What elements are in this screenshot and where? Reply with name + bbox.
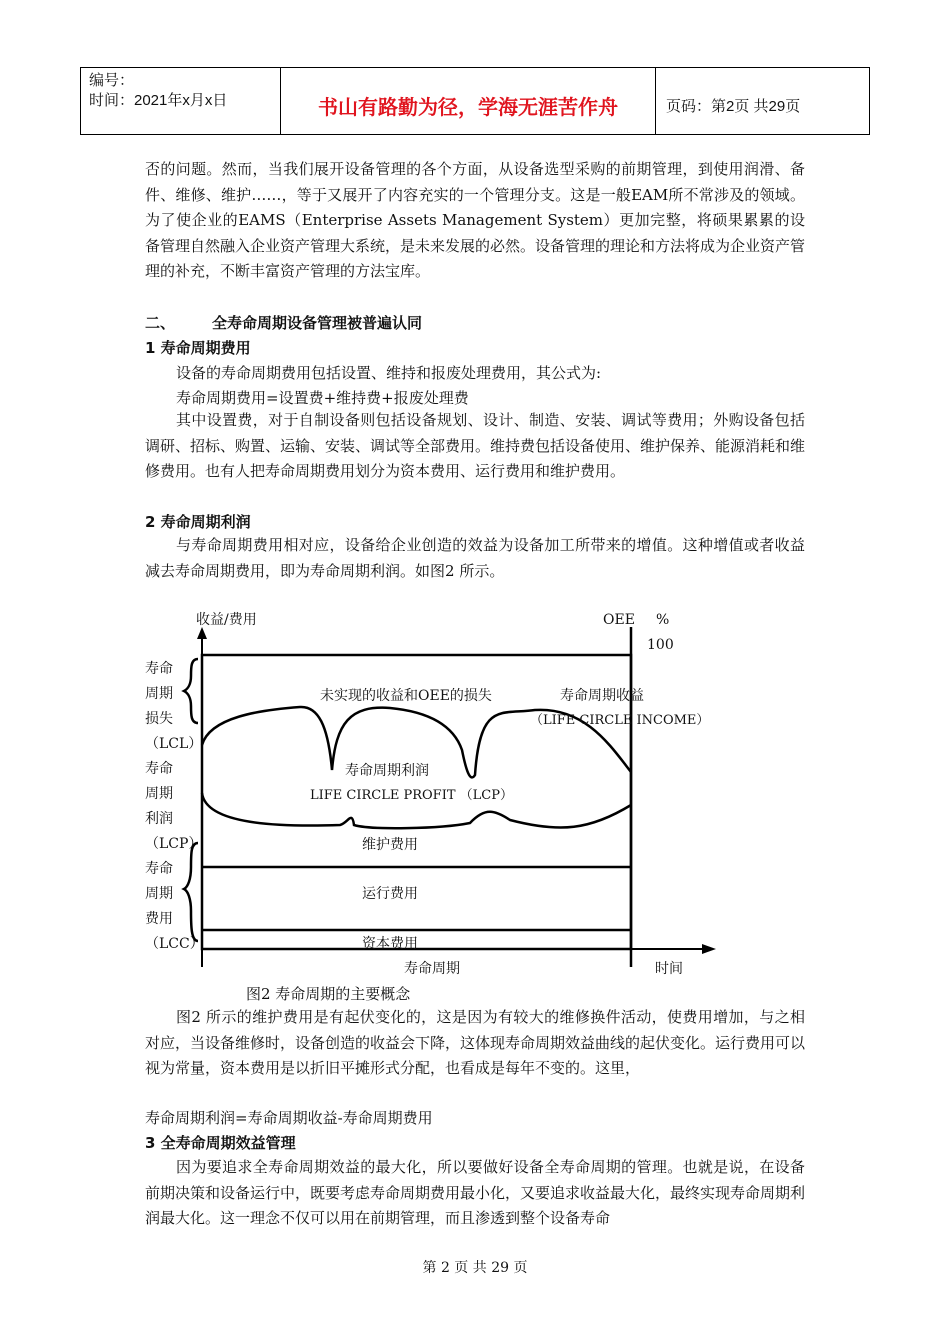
page-header	[80, 67, 870, 135]
figure-caption: 图2 寿命周期的主要概念	[246, 985, 411, 1003]
subsection-2-heading: 2 寿命周期利润	[145, 513, 251, 531]
oee-100-label: 100	[647, 637, 674, 653]
operating-cost-label: 运行费用	[362, 886, 418, 902]
page-footer: 第 2 页 共 29 页	[422, 1260, 528, 1276]
capital-cost-label: 资本费用	[362, 936, 418, 952]
lcc-line-3: 费用	[145, 911, 173, 927]
unrealized-label: 未实现的收益和OEE的损失	[320, 688, 492, 704]
x-axis-label: 寿命周期	[404, 961, 460, 977]
maintenance-cost-label: 维护费用	[362, 837, 418, 853]
income-label-cn: 寿命周期收益	[560, 688, 644, 704]
y-axis-label: 收益/费用	[196, 612, 257, 628]
lcl-line-4: （LCL）	[145, 736, 203, 752]
profit-label-en: LIFE CIRCLE PROFIT （LCP）	[310, 788, 513, 803]
lcl-line-3: 损失	[145, 711, 173, 727]
figure-explanation: 图2 所示的维护费用是有起伏变化的，这是因为有较大的维修换件活动，使费用增加，与之相对应，当设备维修时，设备创造的收益会下降，这体现寿命周期效益曲线的起伏变化。运行费用可以视为常量，资本费用是以折旧平摊形式分配，也看成是每年不变的。这里，	[145, 1008, 806, 1077]
intro-paragraph: 否的问题。然而，当我们展开设备管理的各个方面，从设备选型采购的前期管理，到使用润滑、备件、维修、维护……，等于又展开了内容充实的一个管理分支。这是一般EAM所不常涉及的领域。为了使企业的EAMS（Enterprise Assets Management System）更加完整，将硕果累累的设备管理自然融入企业资产管理大系统，是未来发展的必然。设备管理的理论和方法将成为企业资产管理的补充，不断丰富资产管理的方法宝库。	[145, 160, 806, 280]
lcp-line-3: 利润	[145, 811, 173, 827]
lcp-line-4: （LCP）	[145, 836, 203, 852]
lcp-line-2: 周期	[145, 786, 173, 802]
number-label: 编号：	[89, 72, 135, 89]
lcl-line-1: 寿命	[145, 661, 173, 677]
formula-lcc: 寿命周期费用=设置费+维持费+报废处理费	[176, 389, 469, 407]
x-axis-arrow	[702, 944, 716, 954]
time-axis-label: 时间	[655, 961, 683, 977]
section-title: 全寿命周期设备管理被普遍认同	[212, 314, 423, 332]
lcc-line-2: 周期	[145, 886, 173, 902]
subsection-3-heading: 3 全寿命周期效益管理	[145, 1134, 296, 1152]
subsection-1-body: 其中设置费，对于自制设备则包括设备规划、设计、制造、安装、调试等费用；外购设备包括调研、招标、购置、运输、安装、调试等全部费用。维持费包括设备使用、维护保养、能源消耗和维修费用。也有人把寿命周期费用划分为资本费用、运行费用和维护费用。	[145, 411, 806, 480]
percent-label: %	[656, 612, 670, 628]
subsection-1-heading: 1 寿命周期费用	[145, 339, 251, 357]
lcl-brace	[184, 659, 198, 723]
lcc-brace	[184, 843, 198, 941]
formula-lcp: 寿命周期利润=寿命周期收益-寿命周期费用	[145, 1109, 433, 1127]
profit-label-cn: 寿命周期利润	[345, 763, 429, 779]
subsection-3-body: 因为要追求全寿命周期效益的最大化，所以要做好设备全寿命周期的管理。也就是说，在设备前期决策和设备运行中，既要考虑寿命周期费用最小化，又要追求收益最大化，最终实现寿命周期利润最大化。这一理念不仅可以用在前期管理，而且渗透到整个设备寿命	[145, 1158, 806, 1227]
oee-label: OEE	[603, 612, 635, 628]
y-axis-arrow	[197, 627, 207, 639]
header-page-label: 页码：第2页 共29页	[666, 97, 801, 115]
lifecycle-figure	[140, 605, 860, 985]
income-label-en: （LIFE CIRCLE INCOME）	[530, 713, 710, 728]
lcp-line-1: 寿命	[145, 761, 173, 777]
subsection-1-intro: 设备的寿命周期费用包括设置、维持和报废处理费用，其公式为:	[176, 364, 602, 382]
header-motto: 书山有路勤为径，学海无涯苦作舟	[281, 68, 656, 134]
section-number: 二、	[145, 314, 176, 332]
time-label: 时间：2021年x月x日	[89, 92, 228, 109]
lcc-line-4: （LCC）	[145, 936, 204, 952]
lcc-line-1: 寿命	[145, 861, 173, 877]
subsection-2-body: 与寿命周期费用相对应，设备给企业创造的效益为设备加工所带来的增值。这种增值或者收益减去寿命周期费用，即为寿命周期利润。如图2 所示。	[145, 536, 805, 580]
header-meta	[81, 68, 281, 134]
lcl-line-2: 周期	[145, 686, 173, 702]
